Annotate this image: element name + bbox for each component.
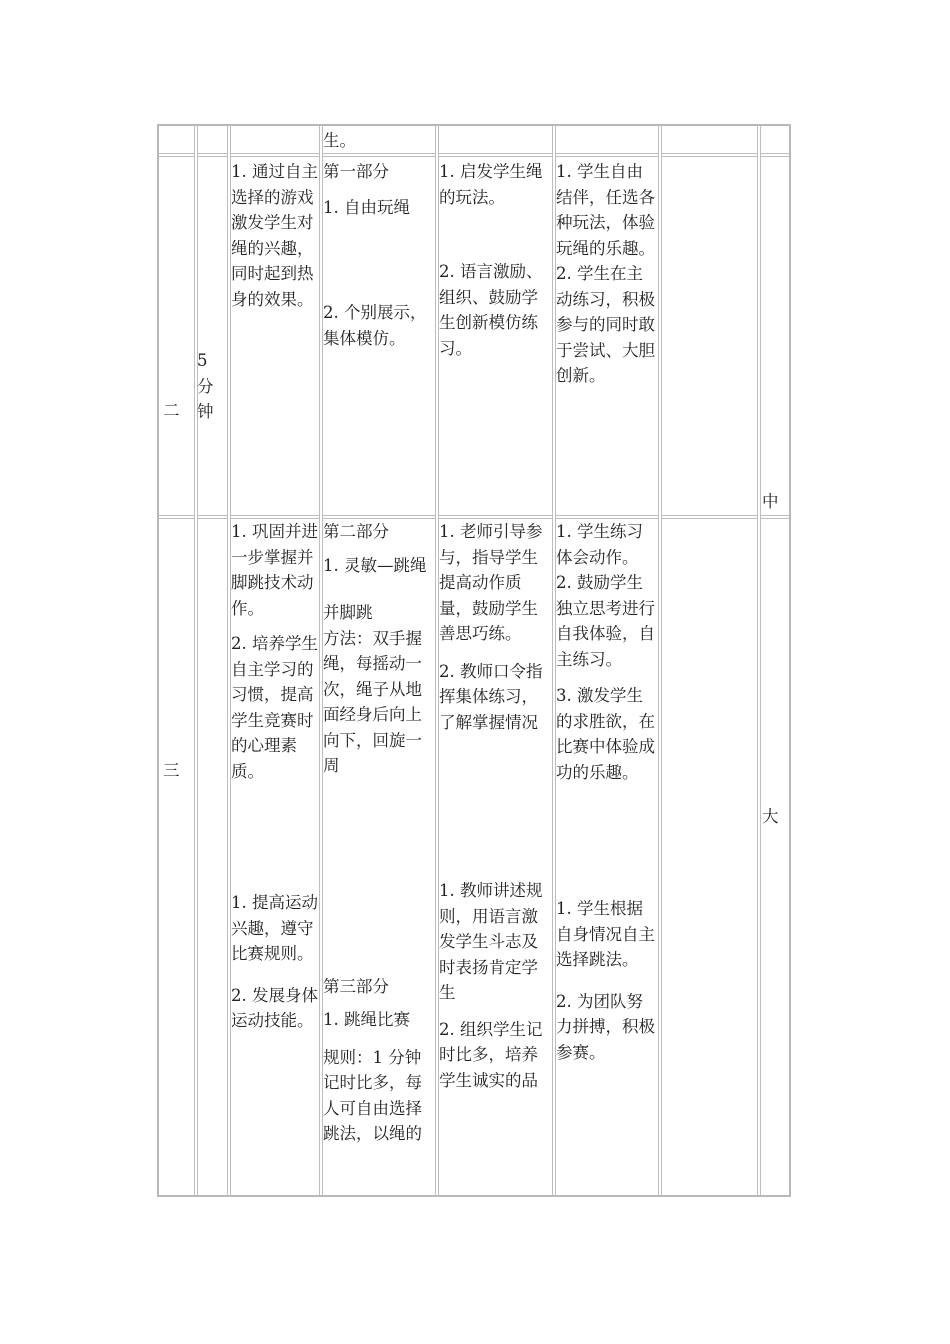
content-cell	[323, 159, 435, 351]
column-divider	[658, 126, 662, 1195]
student-activity: 1. 学生自由结伴，任选各种玩法，体验玩绳的乐趣。	[556, 162, 655, 258]
teacher-activity: 2. 语言激励、组织、鼓励学生创新模仿练习。	[439, 262, 543, 358]
student-activity: 1. 学生根据自身情况自主选择跳法。	[556, 899, 655, 969]
goal-text: 2. 发展身体运动技能。	[231, 985, 318, 1030]
content-item: 1. 灵敏—跳绳	[323, 555, 427, 575]
intensity-label: 大	[762, 807, 779, 826]
content-item: 并脚跳	[323, 603, 373, 622]
content-rule: 规则：1 分钟记时比多，每人可自由选择跳法，以绳的	[323, 1047, 422, 1143]
teacher-activity: 2. 组织学生记时比多，培养学生诚实的品	[439, 1019, 543, 1090]
content-method: 方法：双手握绳，每摇动一次，绳子从地面经身后向上向下，回旋一周	[323, 628, 422, 775]
teacher-activity: 1. 教师讲述规则，用语言激发学生斗志及时表扬肯定学生	[439, 881, 543, 1002]
student-activity-cell	[556, 519, 656, 1065]
teacher-activity: 1. 老师引导参与，指导学生提高动作质量，鼓励学生善思巧练。	[439, 522, 543, 643]
part-heading: 第一部分	[323, 162, 389, 181]
section-time: 5 分钟	[197, 351, 214, 421]
content-tail-text: 生。	[323, 131, 356, 150]
goals-cell	[231, 159, 318, 312]
content-item: 1. 跳绳比赛	[323, 1010, 410, 1029]
column-divider	[194, 126, 198, 1195]
goal-text: 1. 通过自主选择的游戏激发学生对绳的兴趣，同时起到热身的效果。	[231, 162, 318, 309]
column-divider	[757, 126, 761, 1195]
section-number: 二	[163, 401, 180, 420]
goal-text: 2. 培养学生自主学习的习惯，提高学生竞赛时的心理素质。	[231, 634, 318, 781]
student-activity: 2. 学生在主动练习，积极参与的同时敢于尝试、大胆创新。	[556, 264, 655, 385]
part-heading: 第三部分	[323, 976, 389, 996]
part-heading: 第二部分	[323, 522, 389, 541]
student-activity: 2. 为团队努力拼搏，积极参赛。	[556, 991, 655, 1062]
lesson-plan-table	[157, 124, 791, 1197]
content-item: 2. 个别展示，集体模仿。	[323, 303, 427, 348]
teacher-activity: 2. 教师口令指挥集体练习，了解掌握情况	[439, 661, 543, 732]
content-cell	[323, 519, 435, 1147]
goals-cell	[231, 519, 318, 1034]
student-activity: 1. 学生练习体会动作。	[556, 522, 643, 567]
student-activity-cell	[556, 159, 656, 389]
content-item: 1. 自由玩绳	[323, 197, 410, 217]
intensity-label: 中	[762, 492, 779, 511]
teacher-activity-cell	[439, 159, 554, 361]
goal-text: 1. 提高运动兴趣，遵守比赛规则。	[231, 893, 318, 963]
teacher-activity-cell	[439, 519, 554, 1093]
row-divider	[159, 153, 789, 157]
goal-text: 1. 巩固并进一步掌握并脚跳技术动作。	[231, 522, 318, 618]
teacher-activity: 1. 启发学生绳的玩法。	[439, 162, 543, 207]
section-number: 三	[163, 761, 180, 780]
student-activity: 3. 激发学生的求胜欲，在比赛中体验成功的乐趣。	[556, 686, 655, 782]
student-activity: 2. 鼓励学生独立思考进行自我体验，自主练习。	[556, 573, 655, 669]
